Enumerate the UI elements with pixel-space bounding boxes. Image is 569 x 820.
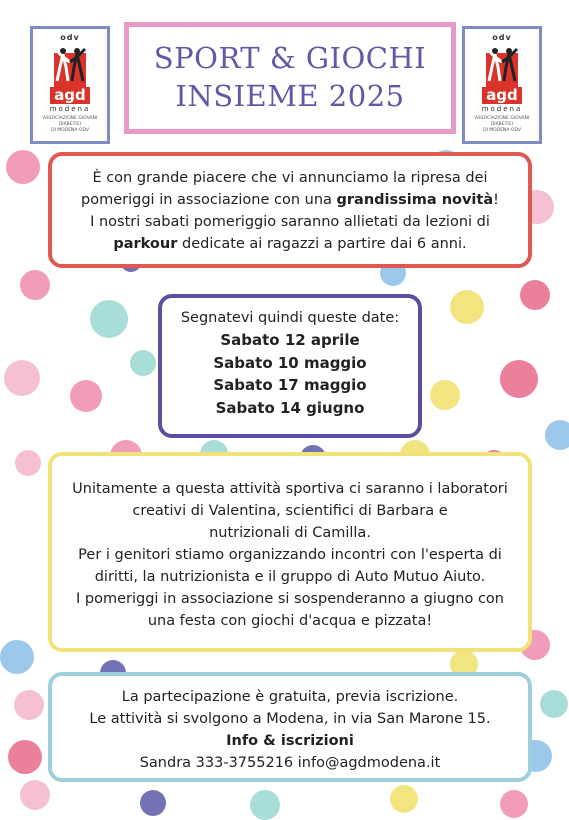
activities-line: creativi di Valentina, scientifici di Barbara e (132, 503, 448, 519)
date-item: Sabato 12 aprile (220, 331, 360, 349)
intro-line-3: I nostri sabati pomeriggio saranno allietati da lezioni di (90, 214, 490, 230)
background-dot (540, 690, 568, 718)
background-dot (20, 270, 50, 300)
dancing-figures-icon (48, 43, 92, 89)
logo-agd-text: agd (50, 87, 90, 104)
logo-assoc-line2: DI MODENA ODV (51, 128, 89, 133)
logo-agd-text: agd (482, 87, 522, 104)
background-dot (14, 690, 44, 720)
activities-line: diritti, la nutrizionista e il gruppo di Auto Mutuo Aiuto. (94, 569, 486, 585)
dates-box (158, 294, 422, 438)
background-dot (8, 740, 42, 774)
intro-highlight-novita: grandissima novità (336, 192, 494, 208)
logo-assoc-line2: DI MODENA ODV (483, 128, 521, 133)
background-dot (90, 300, 128, 338)
background-dot (520, 280, 550, 310)
background-dot (15, 450, 41, 476)
footer-box (48, 672, 532, 782)
date-item: Sabato 17 maggio (213, 376, 367, 394)
activities-line: I pomeriggi in associazione si sospenderanno a giugno con (76, 591, 504, 607)
intro-highlight-parkour: parkour (113, 236, 178, 252)
background-dot (6, 150, 40, 184)
footer-info-heading: Info & iscrizioni (226, 733, 354, 749)
footer-line-1: La partecipazione è gratuita, previa iscrizione. (121, 689, 459, 705)
background-dot (250, 790, 280, 820)
logo-assoc-text (465, 116, 539, 134)
logo-odv-text: odv (60, 33, 80, 42)
activities-box (48, 452, 532, 652)
agd-logo-left (30, 26, 110, 144)
logo-odv-text: odv (492, 33, 512, 42)
intro-line-4 (52, 233, 528, 255)
intro-box (48, 152, 532, 268)
title-line-2: INSIEME 2025 (175, 79, 405, 113)
title-line-1: SPORT & GIOCHI (153, 41, 427, 75)
activities-line: una festa con giochi d'acqua e pizzata! (147, 613, 433, 629)
intro-line-2-end: ! (493, 192, 499, 208)
background-dot (20, 780, 50, 810)
title-box (124, 22, 456, 134)
activities-line: nutrizionali di Camilla. (209, 525, 371, 541)
intro-line-4-text: dedicate ai ragazzi a partire dai 6 anni. (177, 236, 467, 252)
dates-heading: Segnatevi quindi queste date: (180, 310, 400, 326)
dates-list (162, 329, 418, 419)
logo-city-text: modena (481, 105, 523, 113)
footer-contact: Sandra 333-3755216 info@agdmodena.it (139, 755, 441, 771)
intro-line-1: È con grande piacere che vi annunciamo la ripresa dei (92, 170, 488, 186)
background-dot (430, 380, 460, 410)
activities-line: Per i genitori stiamo organizzando incontri con l'esperta di (78, 547, 502, 563)
background-dot (545, 420, 569, 450)
logo-assoc-text (33, 116, 107, 134)
agd-logo-right (462, 26, 542, 144)
activities-line: Unitamente a questa attività sportiva ci saranno i laboratori (72, 481, 508, 497)
background-dot (500, 360, 538, 398)
background-dot (390, 785, 418, 813)
background-dot (140, 790, 166, 816)
background-dot (70, 380, 102, 412)
background-dot (4, 360, 40, 396)
background-dot (450, 290, 484, 324)
logo-assoc-line1: ASSOCIAZIONE GIOVANI DIABETICI (42, 116, 98, 127)
intro-line-2-text: pomeriggi in associazione con una (81, 192, 337, 208)
footer-line-2: Le attività si svolgono a Modena, in via San Marone 15. (89, 711, 491, 727)
background-dot (500, 790, 528, 818)
background-dot (130, 350, 156, 376)
date-item: Sabato 10 maggio (213, 353, 367, 372)
background-dot (0, 640, 34, 674)
dancing-figures-icon (480, 43, 524, 89)
logo-assoc-line1: ASSOCIAZIONE GIOVANI DIABETICI (474, 116, 530, 127)
intro-line-2 (52, 189, 528, 211)
date-item: Sabato 14 giugno (215, 398, 365, 417)
logo-city-text: modena (49, 105, 91, 113)
